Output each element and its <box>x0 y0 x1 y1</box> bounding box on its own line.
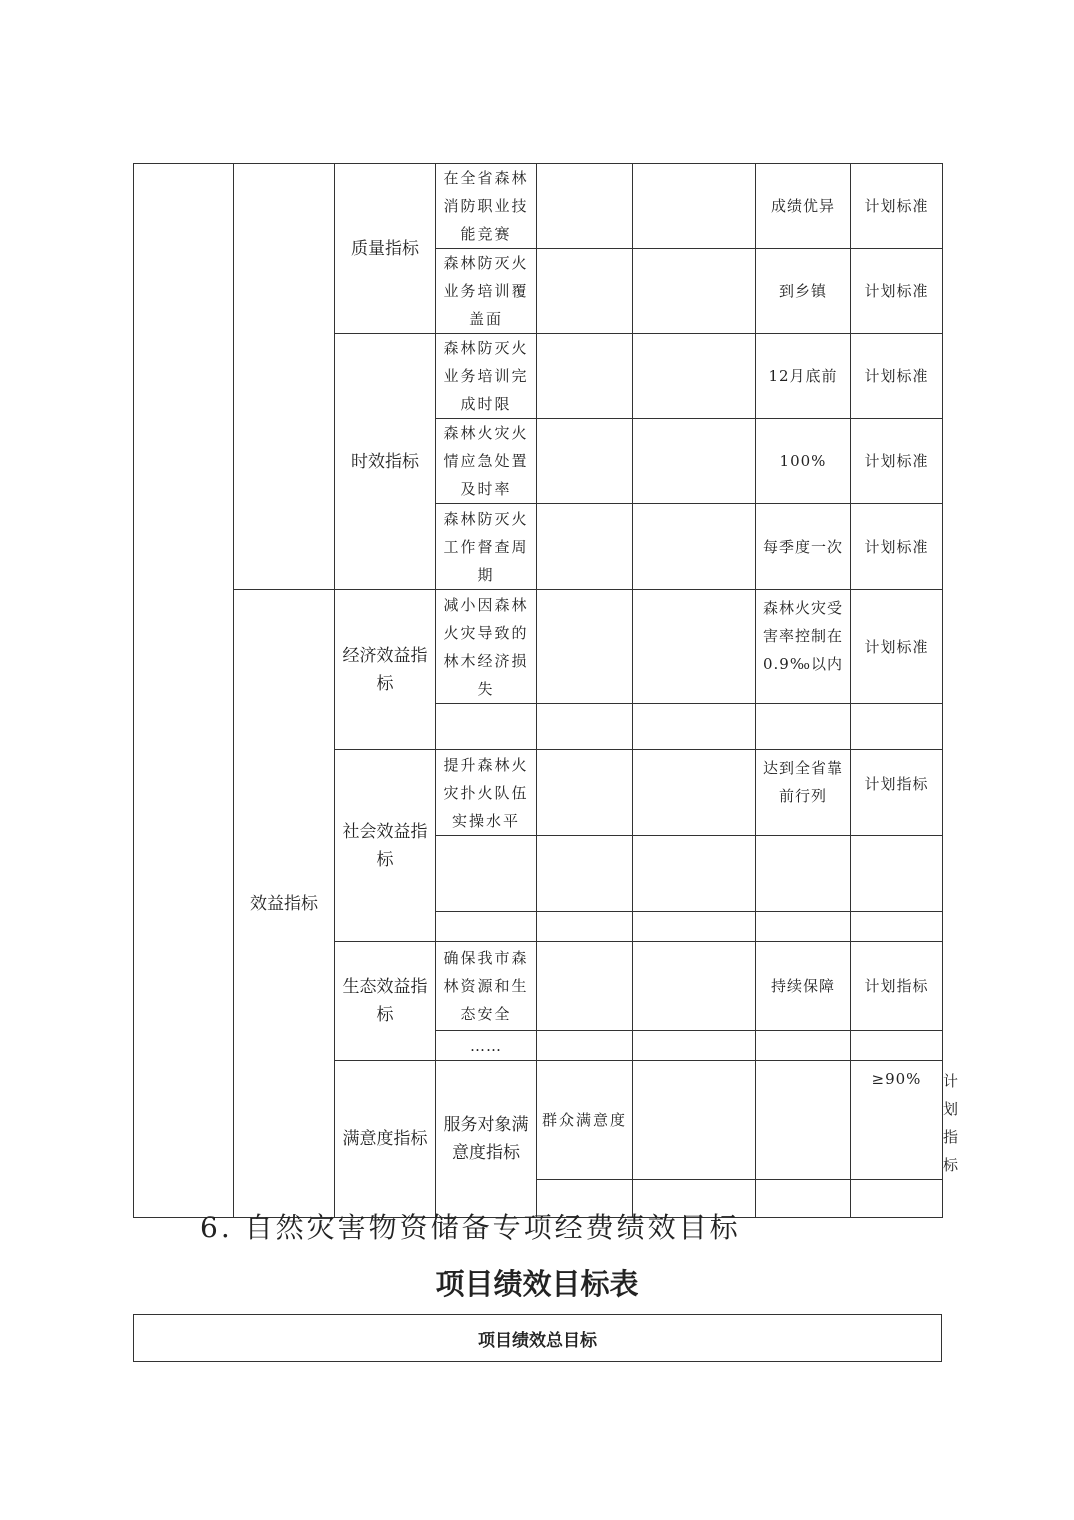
empty-cell <box>756 1061 851 1180</box>
empty-cell <box>633 750 756 836</box>
standard-cell: 计划标准 <box>851 504 943 590</box>
quality-indicator-label: 质量指标 <box>335 164 436 334</box>
target-value-cell: 每季度一次 <box>756 504 851 590</box>
empty-cell <box>633 334 756 419</box>
empty-cell <box>537 419 633 504</box>
indicator-cell: 减小因森林火灾导致的林木经济损失 <box>436 590 537 704</box>
standard-cell: 计划标准 <box>851 590 943 704</box>
empty-cell <box>436 836 537 912</box>
empty-cell <box>633 704 756 750</box>
table-title: 项目绩效目标表 <box>435 1267 639 1301</box>
indicator-cell: 群众满意度 <box>537 1061 633 1180</box>
target-value-cell: 12月底前 <box>756 334 851 419</box>
empty-cell <box>537 590 633 704</box>
empty-cell <box>851 836 943 912</box>
empty-cell <box>436 912 537 942</box>
standard-cell: 计划标准 <box>851 334 943 419</box>
empty-cell <box>633 836 756 912</box>
empty-cell <box>851 1180 943 1218</box>
table-row: 满意度指标 服务对象满意度指标 群众满意度 ≥90% 计划指标 <box>134 1061 943 1180</box>
benefit-indicator-label: 效益指标 <box>234 590 335 1218</box>
ecological-benefit-label: 生态效益指标 <box>335 942 436 1061</box>
indicator-cell: 在全省森林消防职业技能竞赛 <box>436 164 537 249</box>
empty-cell <box>756 1031 851 1061</box>
empty-cell <box>537 704 633 750</box>
empty-cell <box>633 1061 756 1180</box>
ellipsis-cell: …… <box>436 1031 537 1061</box>
economic-benefit-label: 经济效益指标 <box>335 590 436 750</box>
empty-cell <box>633 942 756 1031</box>
service-satisfaction-label: 服务对象满意度指标 <box>436 1061 537 1218</box>
performance-indicator-table <box>133 163 960 1218</box>
indicator-cell: 确保我市森林资源和生态安全 <box>436 942 537 1031</box>
indicator-cell: 森林火灾火情应急处置及时率 <box>436 419 537 504</box>
empty-cell <box>537 912 633 942</box>
standard-cell: 计划标准 <box>851 164 943 249</box>
empty-cell <box>537 1031 633 1061</box>
empty-cell <box>633 912 756 942</box>
target-value-cell: 到乡镇 <box>756 249 851 334</box>
blank-first-column <box>134 164 234 1218</box>
summary-box-label: 项目绩效总目标 <box>478 1330 597 1351</box>
timeliness-indicator-label: 时效指标 <box>335 334 436 590</box>
standard-cell: 计划标准 <box>851 419 943 504</box>
empty-cell <box>537 504 633 590</box>
empty-cell <box>633 249 756 334</box>
target-value-cell: ≥90% <box>851 1061 943 1180</box>
empty-cell <box>537 334 633 419</box>
empty-cell <box>633 504 756 590</box>
empty-cell <box>537 750 633 836</box>
section-heading: 6. 自然灾害物资储备专项经费绩效目标 <box>200 1211 741 1244</box>
empty-cell <box>537 942 633 1031</box>
indicator-cell: 森林防灭火业务培训完成时限 <box>436 334 537 419</box>
empty-cell <box>633 419 756 504</box>
standard-cell: 计划指标 <box>851 750 943 836</box>
empty-cell <box>633 1031 756 1061</box>
table-row <box>134 590 943 704</box>
target-value-cell: 100% <box>756 419 851 504</box>
empty-cell <box>537 164 633 249</box>
empty-cell <box>756 836 851 912</box>
target-value-cell: 达到全省靠前行列 <box>756 750 851 836</box>
target-value-cell: 持续保障 <box>756 942 851 1031</box>
social-benefit-label: 社会效益指标 <box>335 750 436 942</box>
empty-cell <box>756 1180 851 1218</box>
empty-cell <box>537 249 633 334</box>
summary-box <box>133 1314 942 1362</box>
target-value-cell: 成绩优异 <box>756 164 851 249</box>
standard-cell: 计划标准 <box>851 249 943 334</box>
empty-cell <box>756 704 851 750</box>
blank-output-column <box>234 164 335 590</box>
table-row <box>134 164 943 249</box>
indicator-cell: 森林防灭火工作督查周期 <box>436 504 537 590</box>
empty-cell <box>537 836 633 912</box>
empty-cell <box>633 164 756 249</box>
empty-cell <box>851 704 943 750</box>
empty-cell <box>851 912 943 942</box>
target-value-cell: 森林火灾受害率控制在0.9‰以内 <box>756 590 851 704</box>
empty-cell <box>851 1031 943 1061</box>
standard-cell: 计划指标 <box>851 942 943 1031</box>
empty-cell <box>633 590 756 704</box>
satisfaction-indicator-label: 满意度指标 <box>335 1061 436 1218</box>
indicator-cell: 森林防灭火业务培训覆盖面 <box>436 249 537 334</box>
empty-cell <box>756 912 851 942</box>
indicator-cell: 提升森林火灾扑火队伍实操水平 <box>436 750 537 836</box>
empty-cell <box>436 704 537 750</box>
